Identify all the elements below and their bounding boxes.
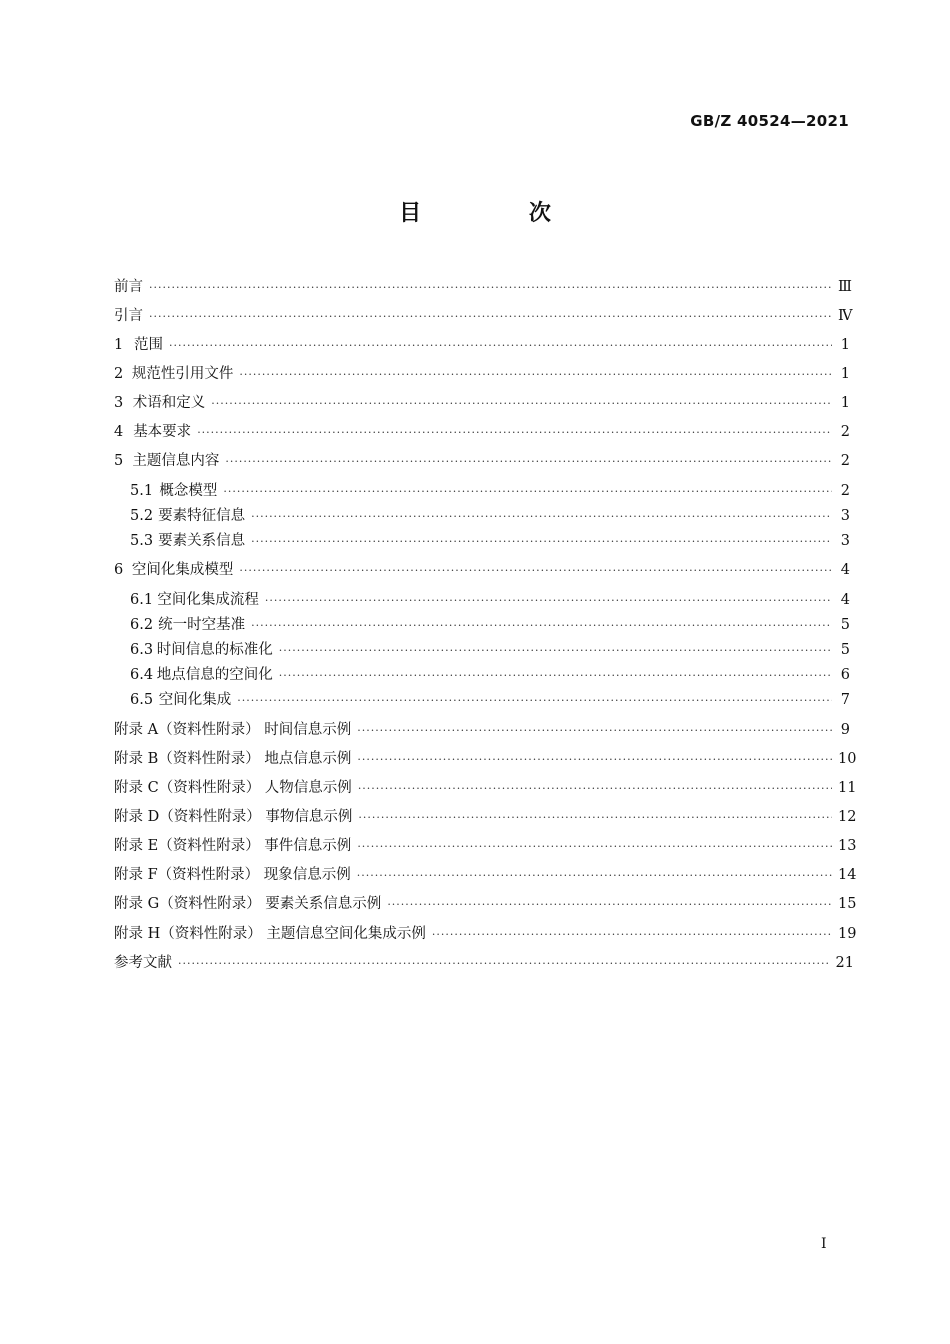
toc-entry[interactable] — [114, 506, 850, 526]
toc-entry-page: 7 — [840, 692, 850, 708]
toc-entry-page: 2 — [840, 424, 850, 440]
toc-entry-label: 前言 — [114, 279, 143, 295]
toc-entry-label: 要素关系信息 — [158, 533, 246, 549]
toc-entry[interactable] — [114, 690, 850, 710]
toc-entry-number: 5.1 — [130, 483, 154, 499]
toc-entry-label: 附录 A（资料性附录） 时间信息示例 — [114, 722, 352, 738]
toc-entry-number: 6.5 — [130, 692, 154, 708]
toc-entry-page: 13 — [838, 838, 857, 854]
page-folio: I — [821, 1236, 827, 1252]
toc-entry-label: 概念模型 — [159, 483, 218, 499]
toc-entry-label: 主题信息内容 — [132, 453, 220, 469]
toc-entry[interactable] — [114, 749, 857, 769]
toc-entry-page: 3 — [840, 508, 850, 524]
toc-entry-number: 2 — [114, 366, 124, 382]
toc-entry-page: 15 — [838, 896, 857, 912]
toc-entry-label: 空间化集成模型 — [131, 562, 234, 578]
dot-leader — [239, 561, 832, 581]
toc-entry[interactable] — [114, 894, 857, 914]
dot-leader — [178, 954, 829, 974]
toc-entry-page: 12 — [838, 809, 857, 825]
dot-leader — [149, 278, 832, 298]
standard-code: GB/Z 40524—2021 — [690, 112, 849, 130]
toc-entry[interactable] — [114, 560, 850, 580]
toc-entry-label: 要素特征信息 — [158, 508, 246, 524]
toc-entry-page: 14 — [838, 867, 857, 883]
toc-entry[interactable] — [114, 778, 857, 798]
toc-entry[interactable] — [114, 865, 857, 885]
toc-entry-label: 附录 E（资料性附录） 事件信息示例 — [114, 838, 352, 854]
page-title: 目 次 — [399, 200, 601, 226]
dot-leader — [225, 452, 832, 472]
dot-leader — [239, 365, 832, 385]
toc-entry-page: 10 — [838, 751, 857, 767]
toc-entry-label: 附录 F（资料性附录） 现象信息示例 — [114, 867, 351, 883]
toc-entry-label: 时间信息的标准化 — [156, 642, 273, 658]
toc-entry[interactable] — [114, 590, 850, 610]
toc-entry-label: 基本要求 — [133, 424, 192, 440]
toc-entry[interactable] — [114, 451, 850, 471]
toc-entry[interactable] — [114, 306, 853, 326]
toc-entry-label: 附录 H（资料性附录） 主题信息空间化集成示例 — [114, 926, 426, 942]
toc-entry-page: 1 — [840, 366, 850, 382]
toc-entry-number: 3 — [114, 395, 124, 411]
toc-entry-page: 3 — [840, 533, 850, 549]
toc-entry-label: 附录 B（资料性附录） 地点信息示例 — [114, 751, 352, 767]
toc-entry[interactable] — [114, 393, 850, 413]
toc-entry-label: 术语和定义 — [132, 395, 206, 411]
toc-entry-number: 1 — [114, 337, 124, 353]
dot-leader — [251, 616, 832, 636]
toc-entry-number: 5.2 — [130, 508, 154, 524]
toc-entry[interactable] — [114, 953, 854, 973]
toc-entry-page: 5 — [840, 617, 850, 633]
toc-entry-page: 1 — [840, 395, 850, 411]
dot-leader — [358, 779, 832, 799]
dot-leader — [279, 641, 832, 661]
dot-leader — [357, 866, 832, 886]
dot-leader — [197, 423, 832, 443]
toc-entry-label: 参考文献 — [114, 955, 172, 971]
dot-leader — [237, 691, 832, 711]
toc-entry-number: 6.2 — [130, 617, 154, 633]
dot-leader — [357, 750, 832, 770]
dot-leader — [279, 666, 832, 686]
dot-leader — [387, 895, 832, 915]
toc-entry[interactable] — [114, 615, 850, 635]
toc-entry-page: Ⅲ — [838, 279, 852, 295]
toc-entry-label: 范围 — [134, 337, 164, 353]
toc-entry-label: 附录 C（资料性附录） 人物信息示例 — [114, 780, 352, 796]
toc-entry-number: 6.4 — [130, 667, 154, 683]
toc-entry-label: 附录 D（资料性附录） 事物信息示例 — [114, 809, 353, 825]
toc-entry[interactable] — [114, 422, 850, 442]
dot-leader — [169, 336, 832, 356]
toc-entry-label: 引言 — [114, 308, 143, 324]
dot-leader — [251, 507, 832, 527]
toc-entry[interactable] — [114, 335, 850, 355]
toc-entry-page: 6 — [840, 667, 850, 683]
dot-leader — [149, 307, 832, 327]
toc-entry-label: 规范性引用文件 — [131, 366, 234, 382]
dot-leader — [251, 532, 832, 552]
toc-entry-page: 2 — [840, 483, 850, 499]
toc-entry-number: 6.3 — [130, 642, 154, 658]
toc-entry[interactable] — [114, 640, 850, 660]
toc-entry-number: 4 — [114, 424, 124, 440]
toc-entry-page: 21 — [835, 955, 854, 971]
toc-entry-page: 9 — [840, 722, 850, 738]
dot-leader — [357, 721, 832, 741]
toc-entry-label: 空间化集成流程 — [157, 592, 259, 608]
toc-entry-page: 1 — [840, 337, 850, 353]
toc-entry-page: 2 — [840, 453, 850, 469]
toc-entry[interactable] — [114, 481, 850, 501]
dot-leader — [223, 482, 832, 502]
toc-entry-page: 4 — [840, 592, 850, 608]
toc-entry-page: 4 — [840, 562, 850, 578]
toc-entry[interactable] — [114, 665, 850, 685]
toc-entry[interactable] — [114, 836, 857, 856]
dot-leader — [265, 591, 832, 611]
toc-entry-page: Ⅳ — [838, 308, 853, 324]
toc-entry[interactable] — [114, 364, 850, 384]
toc-entry[interactable] — [114, 720, 850, 740]
toc-entry-page: 11 — [838, 780, 857, 796]
toc-entry-number: 6 — [114, 562, 124, 578]
toc-entry[interactable] — [114, 531, 850, 551]
toc-entry-page: 5 — [840, 642, 850, 658]
toc-entry-label: 统一时空基准 — [158, 617, 246, 633]
toc-entry-page: 19 — [838, 926, 857, 942]
toc-entry-label: 附录 G（资料性附录） 要素关系信息示例 — [114, 896, 382, 912]
dot-leader — [358, 808, 832, 828]
dot-leader — [357, 837, 832, 857]
toc-entry-label: 地点信息的空间化 — [156, 667, 273, 683]
dot-leader — [211, 394, 832, 414]
toc-entry-number: 5.3 — [130, 533, 154, 549]
toc-entry-number: 6.1 — [130, 592, 154, 608]
toc-entry[interactable] — [114, 807, 857, 827]
toc-entry[interactable] — [114, 277, 850, 297]
toc-entry[interactable] — [114, 924, 857, 944]
dot-leader — [432, 925, 832, 945]
toc-entry-number: 5 — [114, 453, 124, 469]
toc-entry-label: 空间化集成 — [158, 692, 232, 708]
